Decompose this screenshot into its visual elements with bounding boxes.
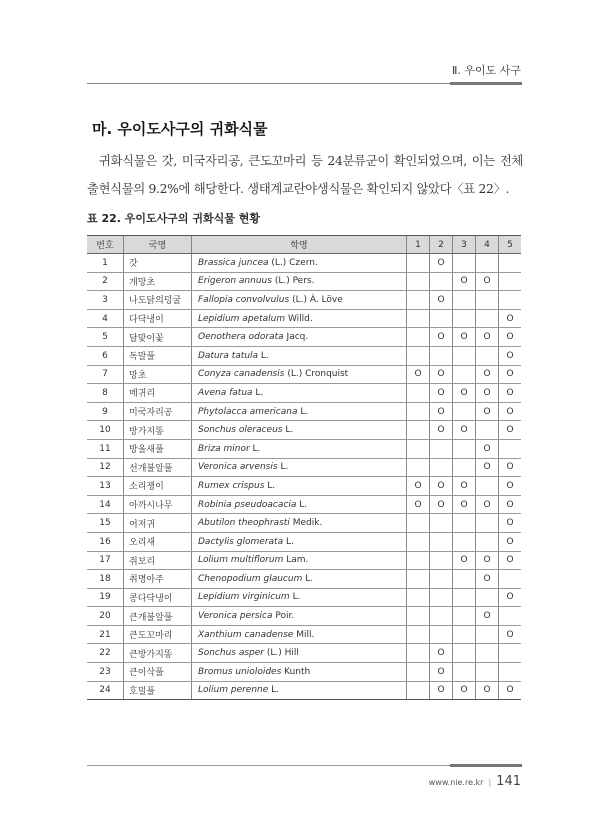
site-2-presence <box>430 346 453 365</box>
species-authority: L. <box>285 536 294 547</box>
site-5-presence <box>499 254 522 273</box>
site-3-presence <box>453 570 476 589</box>
korean-name: 취명아주 <box>124 570 192 589</box>
korean-name: 콩다닥냉이 <box>124 588 192 607</box>
running-header: Ⅱ. 우이도 사구 <box>451 64 521 77</box>
row-number: 21 <box>87 625 124 644</box>
scientific-name <box>192 365 407 384</box>
species-binomial: Conyza canadensis <box>198 369 285 380</box>
site-2-presence <box>430 309 453 328</box>
site-1-presence <box>407 439 430 458</box>
korean-name: 망초 <box>124 365 192 384</box>
site-1-presence <box>407 570 430 589</box>
site-3-presence <box>453 514 476 533</box>
korean-name: 큰이삭풀 <box>124 663 192 682</box>
korean-name: 오리새 <box>124 532 192 551</box>
site-2-presence <box>430 625 453 644</box>
site-4-presence: O <box>476 384 499 403</box>
site-1-presence <box>407 681 430 700</box>
scientific-name <box>192 663 407 682</box>
species-binomial: Lepidium virginicum <box>198 592 290 603</box>
korean-name: 호밀풀 <box>124 681 192 700</box>
site-2-presence: O <box>430 254 453 273</box>
site-2-presence <box>430 570 453 589</box>
species-authority: Willd. <box>287 313 313 324</box>
row-number: 1 <box>87 254 124 273</box>
species-authority: (L.) Á. Löve <box>292 294 343 305</box>
table-row <box>87 644 521 663</box>
site-2-presence: O <box>430 291 453 310</box>
row-number: 19 <box>87 588 124 607</box>
footer-accent-bar <box>450 764 522 767</box>
table-row <box>87 551 521 570</box>
site-1-presence <box>407 607 430 626</box>
row-number: 17 <box>87 551 124 570</box>
species-authority: Mill. <box>296 629 315 640</box>
species-binomial: Fallopia convolvulus <box>198 294 290 305</box>
site-2-presence: O <box>430 365 453 384</box>
table-row <box>87 570 521 589</box>
site-2-presence: O <box>430 495 453 514</box>
site-3-presence <box>453 254 476 273</box>
site-1-presence <box>407 514 430 533</box>
site-3-presence: O <box>453 477 476 496</box>
table-row <box>87 384 521 403</box>
site-2-presence <box>430 551 453 570</box>
scientific-name <box>192 254 407 273</box>
site-1-presence <box>407 588 430 607</box>
table-header-row <box>87 236 521 254</box>
site-5-presence <box>499 291 522 310</box>
site-1-presence <box>407 272 430 291</box>
site-4-presence: O <box>476 551 499 570</box>
site-1-presence: O <box>407 477 430 496</box>
site-4-presence: O <box>476 272 499 291</box>
table-row <box>87 514 521 533</box>
site-4-presence <box>476 514 499 533</box>
scientific-name <box>192 309 407 328</box>
site-2-presence: O <box>430 421 453 440</box>
table-row <box>87 439 521 458</box>
col-header-number: 번호 <box>87 236 124 254</box>
footer-separator: | <box>488 778 492 787</box>
korean-name: 미국자리공 <box>124 402 192 421</box>
species-authority: L. <box>305 573 314 584</box>
row-number: 24 <box>87 681 124 700</box>
species-binomial: Erigeron annuus <box>198 276 272 287</box>
scientific-name <box>192 644 407 663</box>
species-binomial: Veronica persica <box>198 611 273 622</box>
scientific-name <box>192 458 407 477</box>
species-authority: L. <box>292 592 301 603</box>
site-2-presence: O <box>430 402 453 421</box>
site-5-presence: O <box>499 625 522 644</box>
species-binomial: Chenopodium glaucum <box>198 573 303 584</box>
row-number: 18 <box>87 570 124 589</box>
site-4-presence: O <box>476 495 499 514</box>
scientific-name <box>192 588 407 607</box>
species-authority: Lam. <box>286 555 309 566</box>
site-2-presence <box>430 272 453 291</box>
species-binomial: Briza minor <box>198 443 250 454</box>
site-1-presence: O <box>407 365 430 384</box>
site-4-presence <box>476 663 499 682</box>
site-4-presence <box>476 254 499 273</box>
site-2-presence: O <box>430 328 453 347</box>
site-1-presence <box>407 421 430 440</box>
scientific-name <box>192 681 407 700</box>
korean-name: 나도닭의덩굴 <box>124 291 192 310</box>
site-2-presence <box>430 514 453 533</box>
site-5-presence: O <box>499 551 522 570</box>
site-2-presence <box>430 588 453 607</box>
site-4-presence: O <box>476 402 499 421</box>
table-row <box>87 532 521 551</box>
korean-name: 개망초 <box>124 272 192 291</box>
table-row <box>87 607 521 626</box>
korean-name: 방울새풀 <box>124 439 192 458</box>
korean-name: 갓 <box>124 254 192 273</box>
site-3-presence <box>453 365 476 384</box>
species-binomial: Oenothera odorata <box>198 332 284 343</box>
site-1-presence <box>407 458 430 477</box>
col-header-site-2: 2 <box>430 236 453 254</box>
table-row <box>87 663 521 682</box>
species-authority: L. <box>271 685 280 696</box>
site-1-presence <box>407 254 430 273</box>
site-1-presence <box>407 402 430 421</box>
species-binomial: Avena fatua <box>198 387 253 398</box>
row-number: 20 <box>87 607 124 626</box>
species-authority: L. <box>280 462 289 473</box>
site-2-presence: O <box>430 384 453 403</box>
site-3-presence <box>453 439 476 458</box>
site-2-presence <box>430 458 453 477</box>
row-number: 5 <box>87 328 124 347</box>
korean-name: 쥐보리 <box>124 551 192 570</box>
site-5-presence: O <box>499 477 522 496</box>
row-number: 15 <box>87 514 124 533</box>
site-5-presence: O <box>499 309 522 328</box>
scientific-name <box>192 346 407 365</box>
row-number: 3 <box>87 291 124 310</box>
row-number: 14 <box>87 495 124 514</box>
species-binomial: Xanthium canadense <box>198 629 294 640</box>
species-authority: Poir. <box>275 611 295 622</box>
col-header-site-1: 1 <box>407 236 430 254</box>
site-3-presence <box>453 291 476 310</box>
species-authority: L. <box>252 443 261 454</box>
site-3-presence: O <box>453 272 476 291</box>
site-3-presence <box>453 607 476 626</box>
site-1-presence <box>407 384 430 403</box>
species-authority: L. <box>260 350 269 361</box>
species-authority: (L.) Cronquist <box>287 369 349 380</box>
row-number: 16 <box>87 532 124 551</box>
scientific-name <box>192 551 407 570</box>
site-5-presence <box>499 607 522 626</box>
scientific-name <box>192 439 407 458</box>
korean-name: 메귀리 <box>124 384 192 403</box>
site-2-presence <box>430 607 453 626</box>
scientific-name <box>192 514 407 533</box>
site-3-presence <box>453 625 476 644</box>
species-authority: L. <box>285 425 294 436</box>
korean-name: 독말풀 <box>124 346 192 365</box>
site-1-presence <box>407 551 430 570</box>
site-3-presence: O <box>453 551 476 570</box>
korean-name: 아까시나무 <box>124 495 192 514</box>
row-number: 4 <box>87 309 124 328</box>
site-2-presence <box>430 532 453 551</box>
species-binomial: Bromus unioloides <box>198 666 282 677</box>
species-binomial: Lolium perenne <box>198 685 269 696</box>
scientific-name <box>192 291 407 310</box>
page-number: 141 <box>496 774 521 789</box>
site-3-presence <box>453 532 476 551</box>
scientific-name <box>192 532 407 551</box>
site-4-presence: O <box>476 458 499 477</box>
species-binomial: Lolium multiflorum <box>198 555 284 566</box>
site-1-presence <box>407 346 430 365</box>
table-row <box>87 254 521 273</box>
species-authority: (L.) Pers. <box>274 276 315 287</box>
scientific-name <box>192 421 407 440</box>
species-binomial: Lepidium apetalum <box>198 313 286 324</box>
table-row <box>87 421 521 440</box>
footer-website: www.nie.re.kr <box>428 778 484 787</box>
scientific-name <box>192 328 407 347</box>
korean-name: 선개불알풀 <box>124 458 192 477</box>
site-3-presence <box>453 402 476 421</box>
site-4-presence <box>476 588 499 607</box>
row-number: 22 <box>87 644 124 663</box>
species-binomial: Datura tatula <box>198 350 259 361</box>
site-5-presence <box>499 570 522 589</box>
species-binomial: Sonchus asper <box>198 648 264 659</box>
site-4-presence <box>476 477 499 496</box>
species-authority: Kunth <box>284 666 311 677</box>
row-number: 13 <box>87 477 124 496</box>
footer <box>429 774 521 789</box>
table-row <box>87 681 521 700</box>
site-5-presence: O <box>499 514 522 533</box>
row-number: 9 <box>87 402 124 421</box>
site-3-presence: O <box>453 328 476 347</box>
row-number: 23 <box>87 663 124 682</box>
site-5-presence <box>499 644 522 663</box>
site-4-presence: O <box>476 607 499 626</box>
site-4-presence: O <box>476 681 499 700</box>
table-row <box>87 328 521 347</box>
site-3-presence <box>453 588 476 607</box>
site-3-presence: O <box>453 495 476 514</box>
table-row <box>87 495 521 514</box>
table-row <box>87 346 521 365</box>
col-header-site-5: 5 <box>499 236 522 254</box>
table-row <box>87 365 521 384</box>
site-1-presence <box>407 291 430 310</box>
site-5-presence <box>499 272 522 291</box>
korean-name: 소리쟁이 <box>124 477 192 496</box>
row-number: 2 <box>87 272 124 291</box>
species-binomial: Robinia pseudoacacia <box>198 499 297 510</box>
site-5-presence: O <box>499 384 522 403</box>
site-1-presence <box>407 309 430 328</box>
species-authority: L. <box>299 499 308 510</box>
site-4-presence: O <box>476 439 499 458</box>
scientific-name <box>192 402 407 421</box>
site-3-presence: O <box>453 384 476 403</box>
site-4-presence <box>476 346 499 365</box>
site-4-presence: O <box>476 328 499 347</box>
table-row <box>87 309 521 328</box>
site-5-presence: O <box>499 328 522 347</box>
korean-name: 방가지똥 <box>124 421 192 440</box>
col-header-korean-name: 국명 <box>124 236 192 254</box>
scientific-name <box>192 607 407 626</box>
row-number: 8 <box>87 384 124 403</box>
site-1-presence <box>407 328 430 347</box>
species-binomial: Brassica juncea <box>198 257 269 268</box>
row-number: 10 <box>87 421 124 440</box>
row-number: 7 <box>87 365 124 384</box>
site-4-presence <box>476 421 499 440</box>
table-row <box>87 625 521 644</box>
species-binomial: Sonchus oleraceus <box>198 425 283 436</box>
scientific-name <box>192 570 407 589</box>
col-header-site-4: 4 <box>476 236 499 254</box>
site-3-presence <box>453 346 476 365</box>
site-4-presence: O <box>476 365 499 384</box>
site-3-presence <box>453 458 476 477</box>
site-5-presence: O <box>499 346 522 365</box>
scientific-name <box>192 495 407 514</box>
korean-name: 다닥냉이 <box>124 309 192 328</box>
site-5-presence: O <box>499 421 522 440</box>
body-paragraph: 귀화식물은 갓, 미국자리공, 큰도꼬마리 등 24분류군이 확인되었으며, 이는 전체 출현식물의 9.2%에 해당한다. 생태계교란야생식물은 확인되지 않았다〈표 22〉. <box>87 154 523 196</box>
site-3-presence: O <box>453 421 476 440</box>
site-4-presence <box>476 532 499 551</box>
site-2-presence: O <box>430 477 453 496</box>
table-row <box>87 291 521 310</box>
section-title: 마. 우이도사구의 귀화식물 <box>92 120 268 138</box>
korean-name: 큰개불알풀 <box>124 607 192 626</box>
species-authority: L. <box>300 406 309 417</box>
site-1-presence <box>407 532 430 551</box>
species-binomial: Phytolacca americana <box>198 406 298 417</box>
site-3-presence <box>453 663 476 682</box>
korean-name: 어저귀 <box>124 514 192 533</box>
table-row <box>87 458 521 477</box>
species-authority: (L.) Czern. <box>271 257 318 268</box>
site-5-presence: O <box>499 532 522 551</box>
naturalized-plants-table <box>87 235 521 700</box>
korean-name: 큰도꼬마리 <box>124 625 192 644</box>
table-row <box>87 272 521 291</box>
site-5-presence <box>499 663 522 682</box>
site-2-presence: O <box>430 663 453 682</box>
species-authority: L. <box>255 387 264 398</box>
table-row <box>87 477 521 496</box>
species-authority: Jacq. <box>286 332 309 343</box>
site-5-presence: O <box>499 365 522 384</box>
site-5-presence: O <box>499 588 522 607</box>
row-number: 11 <box>87 439 124 458</box>
col-header-site-3: 3 <box>453 236 476 254</box>
site-1-presence: O <box>407 495 430 514</box>
site-4-presence: O <box>476 570 499 589</box>
scientific-name <box>192 477 407 496</box>
scientific-name <box>192 625 407 644</box>
table-caption: 표 22. 우이도사구의 귀화식물 현황 <box>87 212 260 225</box>
species-authority: L. <box>267 480 276 491</box>
site-2-presence: O <box>430 644 453 663</box>
scientific-name <box>192 384 407 403</box>
row-number: 6 <box>87 346 124 365</box>
site-3-presence <box>453 309 476 328</box>
species-authority: (L.) Hill <box>266 648 299 659</box>
header-accent-bar <box>450 82 522 85</box>
species-binomial: Dactylis glomerata <box>198 536 284 547</box>
species-binomial: Abutilon theophrasti <box>198 518 290 529</box>
korean-name: 달맞이꽃 <box>124 328 192 347</box>
site-5-presence: O <box>499 681 522 700</box>
scientific-name <box>192 272 407 291</box>
row-number: 12 <box>87 458 124 477</box>
table-row <box>87 402 521 421</box>
site-1-presence <box>407 644 430 663</box>
species-binomial: Rumex crispus <box>198 480 265 491</box>
site-4-presence <box>476 625 499 644</box>
site-4-presence <box>476 644 499 663</box>
site-5-presence <box>499 439 522 458</box>
site-2-presence: O <box>430 681 453 700</box>
site-3-presence <box>453 644 476 663</box>
site-5-presence: O <box>499 402 522 421</box>
korean-name: 큰방가지똥 <box>124 644 192 663</box>
species-authority: Medik. <box>292 518 323 529</box>
site-5-presence: O <box>499 458 522 477</box>
site-4-presence <box>476 291 499 310</box>
site-4-presence <box>476 309 499 328</box>
site-1-presence <box>407 625 430 644</box>
site-1-presence <box>407 663 430 682</box>
site-5-presence: O <box>499 495 522 514</box>
site-3-presence: O <box>453 681 476 700</box>
species-binomial: Veronica arvensis <box>198 462 278 473</box>
col-header-scientific-name: 학명 <box>192 236 407 254</box>
site-2-presence <box>430 439 453 458</box>
table-row <box>87 588 521 607</box>
